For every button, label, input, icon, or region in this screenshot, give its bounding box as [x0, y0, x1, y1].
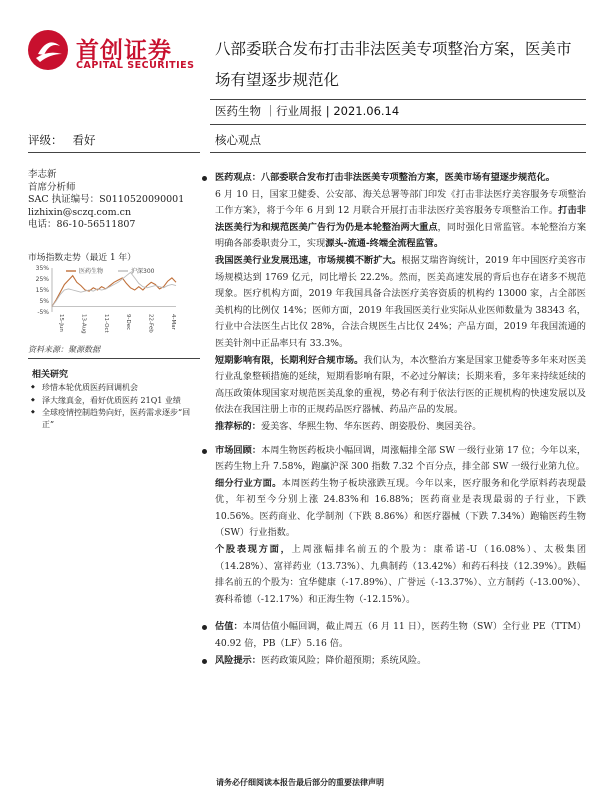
related-research-title: 相关研究 — [32, 370, 69, 380]
paragraph-risk: 风险提示：医药政策风险；降价超预期；系统风险。 — [202, 653, 586, 670]
analyst-phone: 电话：86-10-56511807 — [28, 219, 136, 231]
legend-label: 医药生物 — [79, 268, 104, 275]
related-item[interactable]: ◆ 全球疫情控制趋势向好，医药需求逐步“回正” — [30, 407, 198, 430]
paragraph-market-review: 市场回顾：本周生物医药板块小幅回调，周涨幅排全部 SW 一级行业第 17 位；今年以来，医药生物上升 7.58%，跑赢沪深 300 指数 7.32 个百分点，排全部 SW 一级行业第九位。 — [202, 443, 586, 476]
paragraph-valuation: 估值：本周估值小幅回调，截止周五（6 月 11 日），医药生物（SW）全行业 PE（TTM）40.92 倍，PB（LF）5.16 倍。 — [202, 619, 586, 652]
y-tick-label: 35% — [35, 265, 49, 272]
rating-value: 看好 — [72, 133, 96, 147]
company-logo — [26, 28, 196, 78]
analyst-email[interactable]: lizhixin@sczq.com.cn — [28, 206, 132, 218]
analyst-role: 首席分析师 — [28, 181, 76, 193]
report-title: 八部委联合发布打击非法医美专项整治方案，医美市场有望逐步规范化 — [215, 40, 572, 89]
title-divider — [210, 99, 586, 100]
legend-label: 沪深300 — [131, 268, 155, 275]
analyst-info — [28, 169, 200, 232]
analyst-sac: SAC 执证编号：S0110520090001 — [28, 194, 185, 206]
paragraph-impact: 短期影响有限，长期利好合规市场。我们认为，本次整治方案是国家卫健委等多年来对医美行业乱象整顿措施的延续，短期看影响有限，不必过分解读；长期来看，多年来持续延续的高压政策体现国家对规范医美乱象的重视，势必有利于依法行医的正规机构的快速发展以及依法在我国注册上市的正规药品医疗器械、药品产品的发展。 — [215, 354, 587, 416]
paragraph-stocks: 个股表现方面，上周涨幅排名前五的个股为：康希诺-U（16.08%）、太极集团（14.28%）、富祥药业（13.73%）、九典制药（13.42%）和药石科技（12.39%）。跌幅排名前五的个股为：宜华健康（-17.89%）、广誉远（-13.37%）、立方制药（-13.00%）、赛科希德（-12.17%）和正海生物（-12.15%）。 — [215, 544, 587, 605]
paragraph-sub-industry: 细分行业方面。本周医药生物子板块涨跌互现。今年以来，医疗服务和化学原料药表现最优，年初至今分别上涨 24.83%和 16.88%；医药商业是表现最弱的子行业，下跌 10.56%。医药商业、化学制剂（下跌 8.86%）和医疗器械（下跌 7.34%）跑输医药生物（SW）行业指数。 — [215, 477, 587, 539]
left-divider — [28, 152, 200, 153]
logo-chinese-name: 首创证券 — [76, 38, 172, 64]
rating-label: 评级： — [28, 133, 63, 147]
y-tick-label: 5% — [39, 298, 49, 305]
capital-securities-logo-icon — [26, 28, 70, 72]
chart-source: 资料来源：聚源数据 — [28, 345, 100, 354]
x-tick-label: 4-Mar — [170, 314, 176, 330]
paragraph-recommend: 推荐标的：爱美客、华熙生物、华东医药、朗姿股份、奥园美谷。 — [215, 420, 482, 432]
core-divider — [210, 152, 586, 153]
y-tick-label: -5% — [37, 309, 49, 316]
x-tick-label: 15-Jun — [58, 314, 64, 332]
left-divider-2 — [28, 358, 200, 359]
report-body — [202, 170, 586, 669]
paragraph-policy: 6 月 10 日，国家卫健委、公安部、海关总署等部门印发《打击非法医疗美容服务专项整治工作方案》，将于今年 6 月到 12 月联合开展打击非法医疗美容服务专项整治工作。打击非法医美行为和规范医美广告行为仍是本轮整治两大重点，同时强化日常监管。本轮整治方案明确各部委职责分工，实现源头-流通-终端全流程监管。 — [215, 188, 587, 250]
x-tick-label: 13-Aug — [80, 314, 87, 334]
core-view-heading: 核心观点 — [215, 133, 261, 147]
chart-title: 市场指数走势（最近 1 年） — [28, 253, 136, 263]
x-tick-label: 9-Dec — [125, 314, 132, 331]
paragraph-heading: 医药观点：八部委联合发布打击非法医美专项整治方案，医美市场有望逐步规范化。 — [215, 172, 555, 183]
subtitle-divider — [210, 124, 586, 125]
paragraph-pharma-view — [202, 170, 586, 187]
x-tick-label: 11-Oct — [102, 314, 109, 333]
related-item[interactable]: ◆ 泽大缘真金，看好优质医药 21Q1 业绩 — [30, 395, 198, 407]
y-tick-label: 15% — [35, 287, 49, 294]
y-tick-label: 25% — [35, 276, 49, 283]
report-subtitle: 医药生物 ｜行业周报 | 2021.06.14 — [215, 104, 400, 118]
market-index-chart — [26, 262, 198, 338]
x-tick-label: 22-Feb — [147, 314, 154, 333]
related-research-list — [30, 382, 198, 431]
analyst-name: 李志新 — [28, 169, 57, 180]
legal-footer: 请务必仔细阅读本报告最后部分的重要法律声明 — [216, 777, 384, 787]
related-item[interactable]: ◆ 珍惜本轮优质医药回调机会 — [30, 382, 198, 394]
logo-english-name: CAPITAL SECURITIES — [76, 60, 195, 71]
rating — [28, 132, 96, 148]
paragraph-market-size: 我国医美行业发展迅速，市场规模不断扩大。根据艾瑞咨询统计，2019 年中国医疗美容市场规模达到 1769 亿元，同比增长 22.2%。然而，医美高速发展的背后也存在诸多不规范现象。医疗机构方面，2019 年我国具备合法医疗美容资质的机构约 13000 家，占全部医美机构的比例仅 14%；医师方面，2019 年我国医美行业实际从业医师数量为 38343 名，行业中合法医生占比仅 28%，合法合规医生占比仅 24%；产品方面，2019 年我国流通的医美针剂中正品率只有 33.3%。 — [215, 254, 586, 349]
series-line-pharma — [52, 276, 176, 307]
